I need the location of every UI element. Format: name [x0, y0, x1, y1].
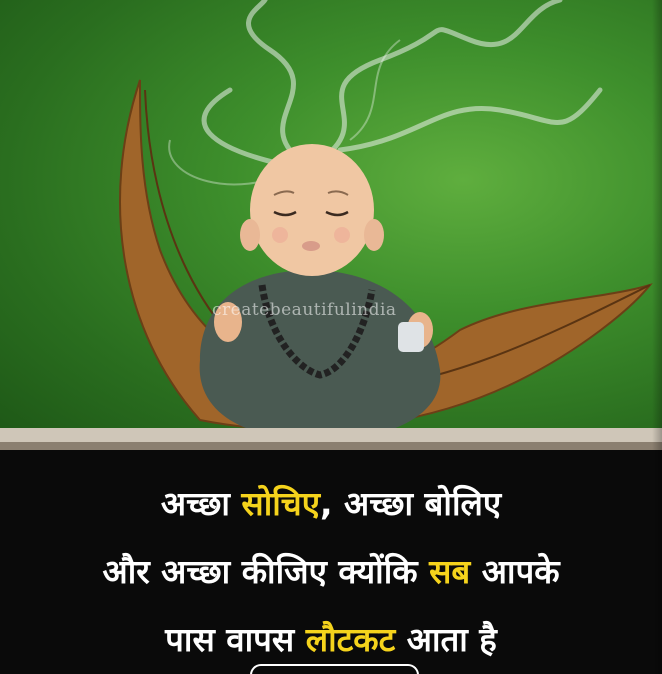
caption-line-1-highlight: सोचिए — [241, 484, 320, 523]
watermark: createbeautifulindia — [212, 300, 397, 320]
bottom-tab-outline — [250, 664, 419, 674]
smoke — [204, 0, 600, 170]
caption-line-1-pre: अच्छा — [160, 484, 242, 523]
caption-line-3-pre: पास वापस — [165, 620, 306, 659]
caption-line-1-post: , अच्छा बोलिए — [320, 484, 502, 523]
caption-line-2-highlight: सब — [429, 552, 471, 591]
caption-line-2-post: आपके — [470, 552, 560, 591]
caption-line-3-highlight: लौटकट — [305, 620, 396, 659]
caption-line-1 — [0, 480, 662, 525]
right-edge-shadow — [652, 0, 662, 674]
caption-line-3-post: आता है — [395, 620, 497, 659]
caption-line-3 — [0, 616, 662, 661]
caption-line-2 — [0, 548, 662, 593]
monk-robe — [200, 270, 441, 440]
caption-line-2-pre: और अच्छा कीजिए क्योंकि — [102, 552, 430, 591]
monk-head — [250, 144, 374, 276]
